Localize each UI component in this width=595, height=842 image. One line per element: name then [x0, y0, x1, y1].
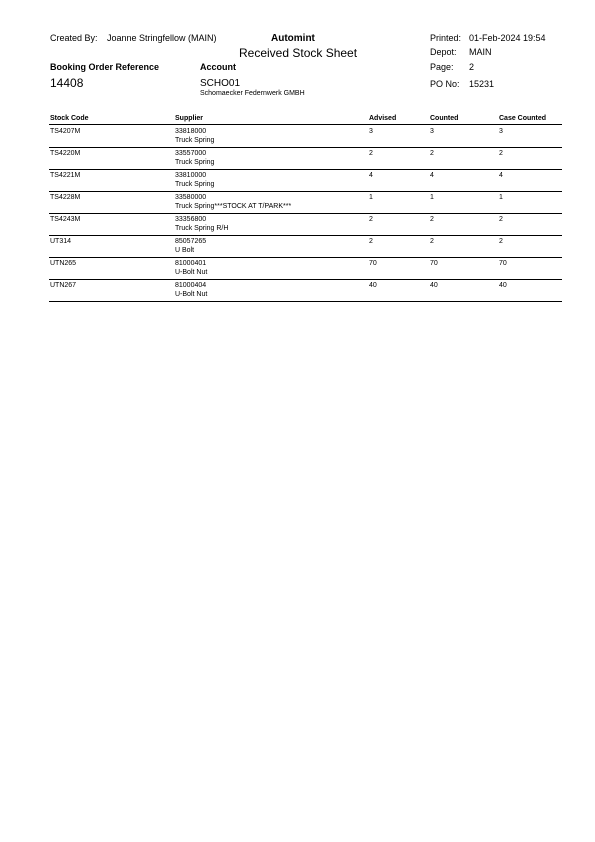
advised-qty: 1 — [369, 194, 373, 201]
counted-qty: 1 — [430, 194, 434, 201]
stock-code: UTN267 — [50, 282, 77, 289]
counted-qty: 2 — [430, 216, 434, 223]
case-counted-qty: 40 — [499, 282, 507, 289]
stock-code: UT314 — [50, 238, 72, 245]
item-description: Truck Spring — [175, 159, 215, 166]
counted-qty: 2 — [430, 238, 434, 245]
case-counted-qty: 2 — [499, 216, 503, 223]
item-description: U-Bolt Nut — [175, 269, 208, 276]
stock-code: TS4228M — [50, 194, 81, 201]
depot-label: Depot: — [430, 47, 457, 57]
po-value: 15231 — [469, 79, 495, 89]
advised-qty: 3 — [369, 128, 373, 135]
table-row — [49, 169, 562, 192]
counted-qty: 2 — [430, 150, 434, 157]
supplier-code: 81000404 — [175, 282, 207, 289]
table-row — [49, 125, 562, 148]
item-description: U-Bolt Nut — [175, 291, 208, 298]
col-header-supplier: Supplier — [175, 115, 204, 122]
page-title: Received Stock Sheet — [239, 46, 358, 60]
account-code: SCHO01 — [200, 78, 241, 89]
advised-qty: 2 — [369, 216, 373, 223]
account-label: Account — [200, 62, 236, 72]
printed-label: Printed: — [430, 33, 462, 43]
case-counted-qty: 2 — [499, 238, 503, 245]
po-label: PO No: — [430, 79, 460, 89]
item-description: Truck Spring — [175, 137, 215, 144]
stock-code: UTN265 — [50, 260, 77, 267]
supplier-code: 33818000 — [175, 128, 207, 135]
item-description: Truck Spring R/H — [175, 225, 229, 232]
case-counted-qty: 2 — [499, 150, 503, 157]
counted-qty: 70 — [430, 260, 438, 267]
company-name: Automint — [271, 33, 315, 44]
table-row — [49, 257, 562, 280]
page-label: Page: — [430, 62, 454, 72]
stock-code: TS4221M — [50, 172, 81, 179]
table-row — [49, 279, 562, 302]
case-counted-qty: 1 — [499, 194, 503, 201]
table-row — [49, 213, 562, 236]
booking-ref-label: Booking Order Reference — [50, 62, 160, 72]
table-row — [49, 147, 562, 170]
page-number: 2 — [469, 62, 475, 72]
supplier-code: 81000401 — [175, 260, 207, 267]
created-by-value: Joanne Stringfellow (MAIN) — [107, 33, 217, 43]
created-by-label: Created By: — [50, 33, 98, 43]
col-header-case-counted: Case Counted — [499, 115, 547, 122]
stock-code: TS4207M — [50, 128, 81, 135]
supplier-code: 33580000 — [175, 194, 207, 201]
supplier-code: 33557000 — [175, 150, 207, 157]
stock-code: TS4220M — [50, 150, 81, 157]
item-description: Truck Spring — [175, 181, 215, 188]
advised-qty: 2 — [369, 150, 373, 157]
table-row — [49, 191, 562, 214]
advised-qty: 4 — [369, 172, 373, 179]
supplier-code: 85057265 — [175, 238, 207, 245]
supplier-code: 33356800 — [175, 216, 207, 223]
counted-qty: 3 — [430, 128, 434, 135]
col-header-stock-code: Stock Code — [50, 115, 89, 122]
item-description: U Bolt — [175, 247, 195, 254]
printed-value: 01-Feb-2024 19:54 — [469, 33, 546, 43]
advised-qty: 70 — [369, 260, 377, 267]
case-counted-qty: 4 — [499, 172, 503, 179]
case-counted-qty: 3 — [499, 128, 503, 135]
stock-code: TS4243M — [50, 216, 81, 223]
counted-qty: 40 — [430, 282, 438, 289]
case-counted-qty: 70 — [499, 260, 507, 267]
advised-qty: 40 — [369, 282, 377, 289]
col-header-counted: Counted — [430, 115, 459, 122]
depot-value: MAIN — [469, 47, 492, 57]
table-row — [49, 235, 562, 258]
advised-qty: 2 — [369, 238, 373, 245]
account-name: Schomaecker Federnwerk GMBH — [200, 90, 305, 97]
counted-qty: 4 — [430, 172, 434, 179]
supplier-code: 33810000 — [175, 172, 207, 179]
booking-ref-value: 14408 — [50, 76, 84, 90]
col-header-advised: Advised — [369, 115, 397, 122]
item-description: Truck Spring***STOCK AT T/PARK*** — [175, 203, 292, 210]
